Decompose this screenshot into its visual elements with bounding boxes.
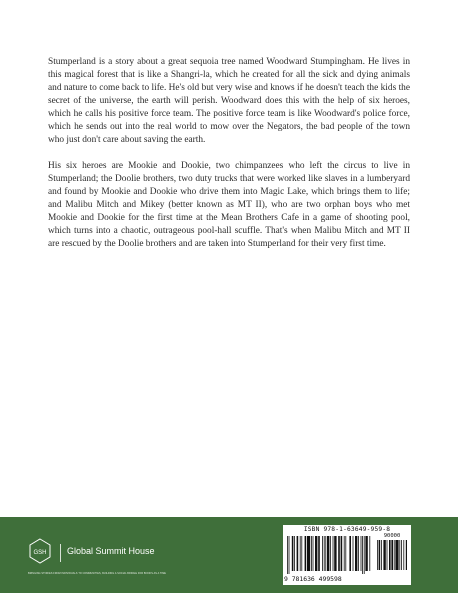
barcode-bar [305, 536, 307, 571]
gsh-logo-icon [28, 537, 52, 565]
barcode-bar [341, 536, 343, 571]
barcode-bar [349, 536, 351, 571]
barcode-bar [362, 536, 363, 574]
barcode-bar [361, 536, 362, 571]
barcode-bar [311, 536, 312, 571]
barcode-bar [344, 536, 345, 571]
price-code: 90000 [383, 533, 401, 539]
barcode-bar [318, 536, 320, 571]
barcode-bar [401, 540, 402, 570]
barcode-bar [325, 536, 326, 571]
barcode-bar [353, 536, 354, 571]
barcode-bar [377, 540, 378, 570]
barcode-bar [399, 540, 400, 570]
barcode-bar [327, 536, 329, 571]
barcode-digits: 9 781636 499598 [284, 575, 342, 583]
logo-divider [60, 544, 61, 562]
barcode-bar [322, 536, 323, 571]
barcode-bar [406, 540, 407, 570]
barcode-bar [294, 536, 295, 571]
description-paragraph: His six heroes are Mookie and Dookie, two chimpanzees who left the circus to live in Stumperland; the Doolie brothers, two duty trucks that were worked like slaves in a lumberyard and found by Mookie and Dookie who drive them into Magic Lake, which brings them to life; and Malibu Mitch and Mikey (better known as MT II), who are two orphan boys who met Mookie and Dookie for the first time at the Mean Brothers Cafe in a game of shooting pool, which turns into a chaotic, outrageous pool-hall scuffle. That's when Malibu Mitch and MT II are rescued by the Doolie brothers and are taken into Stumperland for their very first time. [48, 161, 410, 249]
publisher-logo [28, 537, 228, 577]
barcode-bar [300, 536, 301, 571]
barcode-bar [387, 540, 388, 570]
logo-initials: GSH [33, 550, 47, 556]
isbn-label: ISBN 978-1-63649-959-8 [303, 526, 391, 533]
barcode-bar [391, 540, 393, 570]
barcode-bar [389, 540, 391, 570]
publisher-name: Global Summit House [67, 546, 155, 556]
barcode-bar [379, 540, 381, 570]
barcode-bar [324, 536, 325, 571]
barcode-bar [330, 536, 331, 571]
barcode-bar [315, 536, 317, 571]
ean13-bars [287, 536, 371, 574]
description-paragraph: Stumperland is a story about a great sequoia tree named Woodward Stumpingham. He lives in this magical forest that is like a Shangri-la, which he created for all the sick and dying animals and nature to come back to life. He's old but very wise and knows if he doesn't teach the kids the secret of the universe, the earth will perish. Woodward does this with the help of six heroes, which he calls his positive force team. The positive force team is like Woodward's police force, which he sends out into the real world to mow over the Negators, the bad people of the town who just don't care about saving the earth. [48, 57, 410, 145]
barcode-bar [301, 536, 302, 571]
barcode-bar [313, 536, 314, 571]
price-addon-bars [377, 540, 407, 573]
isbn-barcode [283, 525, 411, 585]
barcode-bar [334, 536, 336, 571]
barcode-bar [364, 536, 365, 574]
barcode-bar [365, 536, 367, 571]
barcode-bar [394, 540, 395, 570]
barcode-bar [287, 536, 288, 574]
book-description [48, 56, 410, 264]
barcode-bar [395, 540, 398, 570]
publisher-footer-band [0, 517, 458, 593]
barcode-bar [307, 536, 310, 571]
publisher-tagline: BRINGING STORIES FROM INDIVIDUALS TO COMMUNITIES, BUILDING A SOCIAL BRIDGE FOR BOOKS AS A TIME [28, 572, 166, 575]
barcode-bar [403, 540, 404, 570]
barcode-bar [297, 536, 299, 571]
barcode-bar [383, 540, 385, 570]
barcode-bar [292, 536, 294, 571]
barcode-bar [381, 540, 382, 570]
barcode-bar [333, 536, 334, 571]
barcode-bar [289, 536, 290, 574]
barcode-bar [358, 536, 359, 571]
barcode-bar [338, 536, 340, 571]
barcode-bar [369, 536, 370, 571]
barcode-bar [355, 536, 357, 571]
barcode-bar [345, 536, 346, 571]
